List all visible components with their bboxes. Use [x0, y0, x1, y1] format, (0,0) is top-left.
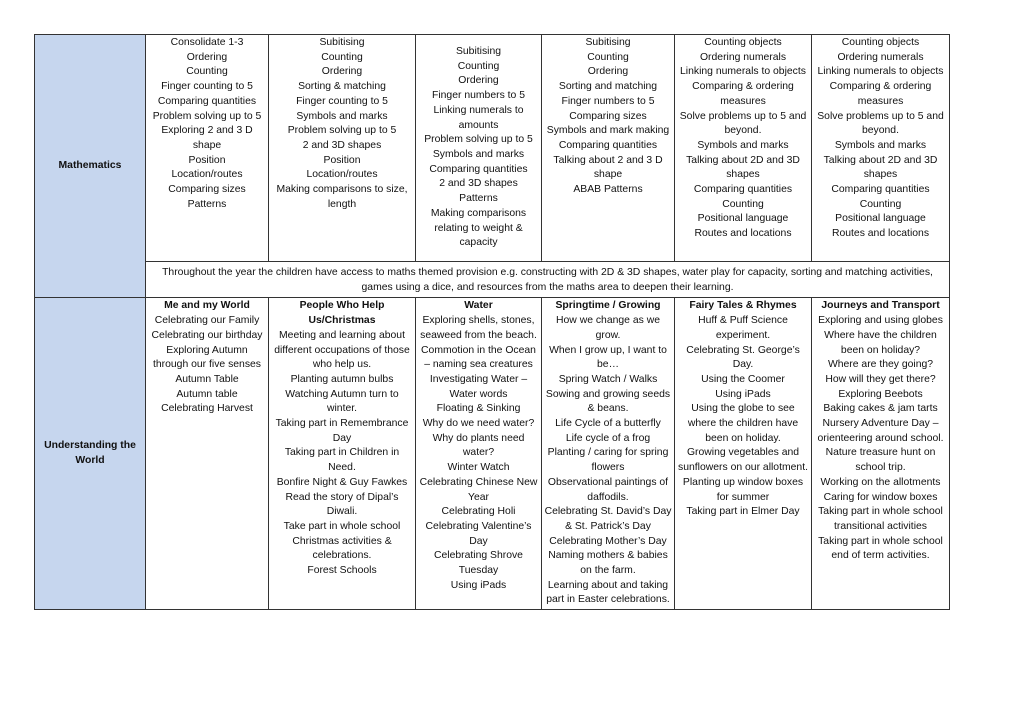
- math-item: Symbols and marks: [296, 110, 388, 122]
- uw-item: Take part in whole school Christmas activities & celebrations.: [283, 520, 401, 562]
- math-item: Comparing quantities: [693, 184, 793, 196]
- uw-item: Celebrating Harvest: [161, 403, 253, 415]
- math-item: Finger numbers to 5: [561, 95, 655, 107]
- math-item: Ordering: [186, 51, 228, 63]
- math-item: Comparing quantities: [831, 184, 930, 196]
- uw-cell-5: [675, 298, 812, 610]
- uw-item: Taking part in Children in Need.: [284, 447, 400, 474]
- uw-item: Autumn Table: [175, 373, 239, 385]
- math-item: Solve problems up to 5 and beyond.: [817, 110, 944, 137]
- uw-item: Exploring shells, stones, seaweed from the beach.: [420, 315, 537, 341]
- math-item: Counting: [321, 51, 363, 63]
- math-item: Comparing quantities: [429, 163, 528, 175]
- uw-item: Meeting and learning about different occupations of those who help us.: [274, 329, 410, 371]
- uw-item: Where have the children been on holiday?: [824, 329, 937, 356]
- uw-item: Naming mothers & babies on the farm.: [548, 550, 668, 577]
- math-item: Problem solving up to 5: [424, 134, 533, 146]
- curriculum-table: [34, 34, 950, 610]
- math-item: Solve problems up to 5 and beyond.: [679, 110, 807, 137]
- uw-item: Taking part in Remembrance Day: [275, 418, 409, 444]
- uw-item: Growing vegetables and sunflowers on our allotment.: [678, 447, 808, 474]
- math-item: Positional language: [835, 213, 926, 225]
- uw-item: Taking part in whole school transitional activities: [818, 506, 943, 532]
- math-item: Comparing sizes: [569, 110, 647, 122]
- math-item: Counting: [457, 60, 500, 72]
- topic-heading: Journeys and Transport: [821, 300, 940, 312]
- math-cell-1: [146, 35, 269, 262]
- uw-item: Where are they going?: [827, 359, 934, 371]
- uw-item: Nature treasure hunt on school trip.: [825, 447, 936, 474]
- uw-item: Huff & Puff Science experiment.: [698, 315, 788, 341]
- math-item: Subitising: [319, 37, 365, 48]
- uw-item: When I grow up, I want to be…: [549, 344, 667, 371]
- math-item: Sorting and matching: [558, 81, 658, 93]
- math-item: Comparing quantities: [558, 139, 658, 151]
- math-item: Position: [323, 154, 361, 166]
- uw-item: Forest Schools: [307, 565, 377, 577]
- uw-item: Celebrating Chinese New Year: [419, 476, 538, 503]
- math-item: Patterns: [459, 193, 498, 205]
- uw-item: How will they get there?: [825, 373, 936, 385]
- uw-item: Life cycle of a frog: [565, 432, 651, 444]
- uw-item: Using the globe to see where the children have been on holiday.: [687, 403, 799, 444]
- math-item: Counting: [722, 198, 764, 210]
- math-item: Linking numerals to objects: [680, 66, 806, 78]
- math-item: Subitising: [455, 46, 502, 58]
- math-cell-3: [416, 35, 542, 262]
- uw-item: Spring Watch / Walks: [558, 373, 658, 385]
- uw-cell-3: [416, 298, 542, 610]
- math-item: Position: [188, 154, 226, 166]
- math-item: Linking numerals to amounts: [433, 104, 524, 131]
- uw-item: How we change as we grow.: [556, 315, 660, 341]
- uw-item: Using the Coomer: [701, 373, 785, 385]
- uw-cell-1: [146, 298, 269, 610]
- uw-item: Read the story of Dipal’s Diwali.: [285, 491, 399, 518]
- math-item: 2 and 3D shapes: [302, 139, 382, 151]
- uw-item: Why do plants need water?: [432, 432, 525, 459]
- uw-item: Observational paintings of daffodils.: [547, 476, 669, 503]
- uw-item: Learning about and taking part in Easter celebrations.: [546, 579, 670, 606]
- mathematics-row: [35, 35, 950, 262]
- uw-item: Exploring Beebots: [838, 388, 923, 400]
- math-item: Comparing sizes: [168, 184, 246, 196]
- math-item: Ordering: [321, 66, 363, 78]
- topic-heading: Me and my World: [164, 300, 250, 312]
- uw-cell-2: [269, 298, 416, 610]
- uw-item: Using iPads: [715, 388, 771, 400]
- math-item: Ordering: [458, 75, 499, 87]
- math-item: Ordering numerals: [699, 51, 787, 63]
- uw-item: Planting / caring for spring flowers: [547, 447, 669, 474]
- math-item: Counting: [859, 198, 902, 210]
- math-item: Comparing & ordering measures: [692, 81, 794, 107]
- math-item: Routes and locations: [694, 228, 792, 240]
- uw-item: Caring for window boxes: [823, 491, 938, 503]
- uw-item: Bonfire Night & Guy Fawkes: [276, 476, 408, 488]
- uw-item: Exploring Autumn through our five senses: [152, 344, 261, 371]
- understanding-row: [35, 298, 950, 610]
- uw-item: Working on the allotments: [820, 476, 941, 488]
- uw-item: Celebrating Valentine’s Day: [425, 520, 532, 547]
- uw-cell-4: [542, 298, 675, 610]
- uw-item: Nursery Adventure Day – orienteering around school.: [817, 418, 944, 444]
- math-item: Counting objects: [841, 37, 920, 48]
- uw-item: Planting autumn bulbs: [290, 373, 394, 385]
- math-item: Exploring 2 and 3 D shape: [161, 125, 253, 151]
- math-item: Finger numbers to 5: [432, 90, 525, 102]
- math-item: ABAB Patterns: [573, 184, 643, 196]
- math-item: Comparing & ordering measures: [829, 81, 932, 107]
- math-item: Talking about 2 and 3 D shape: [553, 154, 663, 181]
- math-cell-5: [675, 35, 812, 262]
- math-item: Location/routes: [171, 169, 243, 181]
- maths-provision-note: Throughout the year the children have access to maths themed provision e.g. constructing with 2D & 3D shapes, water play for capacity, sorting and matching activities, games using a dice, and resources from the maths area to deepen their learning.: [146, 262, 950, 298]
- uw-item: Investigating Water – Water words: [429, 373, 528, 400]
- uw-cell-6: [812, 298, 950, 610]
- uw-item: Baking cakes & jam tarts: [823, 403, 938, 415]
- uw-item: Winter Watch: [447, 462, 510, 474]
- uw-item: Celebrating St. George’s Day.: [686, 344, 800, 371]
- math-item: Routes and locations: [831, 228, 930, 240]
- math-cell-4: [542, 35, 675, 262]
- topic-heading: Springtime / Growing: [555, 300, 661, 312]
- topic-heading: People Who Help Us/Christmas: [299, 300, 385, 327]
- math-item: Subitising: [585, 37, 631, 48]
- mathematics-note-row: [35, 262, 950, 298]
- math-item: Counting: [186, 66, 228, 78]
- uw-item: Exploring and using globes: [818, 315, 943, 327]
- math-item: Location/routes: [306, 169, 378, 181]
- uw-item: Floating & Sinking: [436, 403, 521, 415]
- subject-label-mathematics: Mathematics: [35, 35, 146, 298]
- math-item: Finger counting to 5: [296, 95, 388, 107]
- math-item: Symbols and marks: [834, 139, 927, 151]
- uw-item: Celebrating Shrove Tuesday: [434, 550, 523, 577]
- math-item: Ordering: [587, 66, 629, 78]
- math-item: Talking about 2D and 3D shapes: [686, 154, 800, 181]
- math-item: Ordering numerals: [837, 51, 924, 63]
- uw-item: Celebrating St. David’s Day & St. Patrick’s Day: [544, 506, 672, 532]
- uw-item: Life Cycle of a butterfly: [555, 418, 661, 430]
- uw-item: Planting up window boxes for summer: [682, 476, 804, 503]
- math-item: Counting objects: [704, 37, 782, 48]
- uw-item: Using iPads: [450, 579, 507, 591]
- math-item: Symbols and marks: [697, 139, 789, 151]
- uw-item: Celebrating our Family: [154, 315, 260, 327]
- math-item: Making comparisons relating to weight & capacity: [430, 207, 527, 249]
- uw-item: Sowing and growing seeds & beans.: [545, 388, 671, 415]
- uw-item: Celebrating Mother’s Day: [549, 535, 667, 547]
- math-item: 2 and 3D shapes: [439, 178, 518, 190]
- subject-label-understanding-the-world: Understanding the World: [35, 298, 146, 610]
- topic-heading: Water: [464, 300, 493, 312]
- math-item: Making comparisons to size, length: [276, 184, 408, 210]
- math-item: Comparing quantities: [157, 95, 257, 107]
- math-item: Finger counting to 5: [161, 81, 253, 93]
- uw-item: Celebrating Holi: [441, 506, 516, 518]
- math-item: Talking about 2D and 3D shapes: [823, 154, 938, 181]
- uw-item: Taking part in whole school end of term activities.: [818, 535, 943, 562]
- uw-item: Watching Autumn turn to winter.: [285, 388, 399, 415]
- math-item: Counting: [587, 51, 629, 63]
- uw-item: Celebrating our birthday: [151, 329, 263, 341]
- math-item: Sorting & matching: [298, 81, 386, 93]
- uw-item: Taking part in Elmer Day: [686, 506, 800, 518]
- uw-item: Why do we need water?: [422, 418, 535, 430]
- math-item: Positional language: [697, 213, 789, 225]
- math-item: Linking numerals to objects: [817, 66, 944, 78]
- uw-item: Autumn table: [176, 388, 238, 400]
- topic-heading: Fairy Tales & Rhymes: [689, 300, 797, 312]
- math-item: Symbols and mark making: [546, 125, 670, 137]
- uw-item: Commotion in the Ocean – naming sea creatures: [421, 344, 536, 371]
- math-item: Problem solving up to 5: [287, 125, 397, 137]
- math-item: Symbols and marks: [432, 149, 525, 160]
- math-item: Patterns: [187, 198, 227, 210]
- math-item: Problem solving up to 5: [152, 110, 262, 122]
- math-cell-2: [269, 35, 416, 262]
- math-cell-6: [812, 35, 950, 262]
- math-item: Consolidate 1-3: [170, 37, 244, 48]
